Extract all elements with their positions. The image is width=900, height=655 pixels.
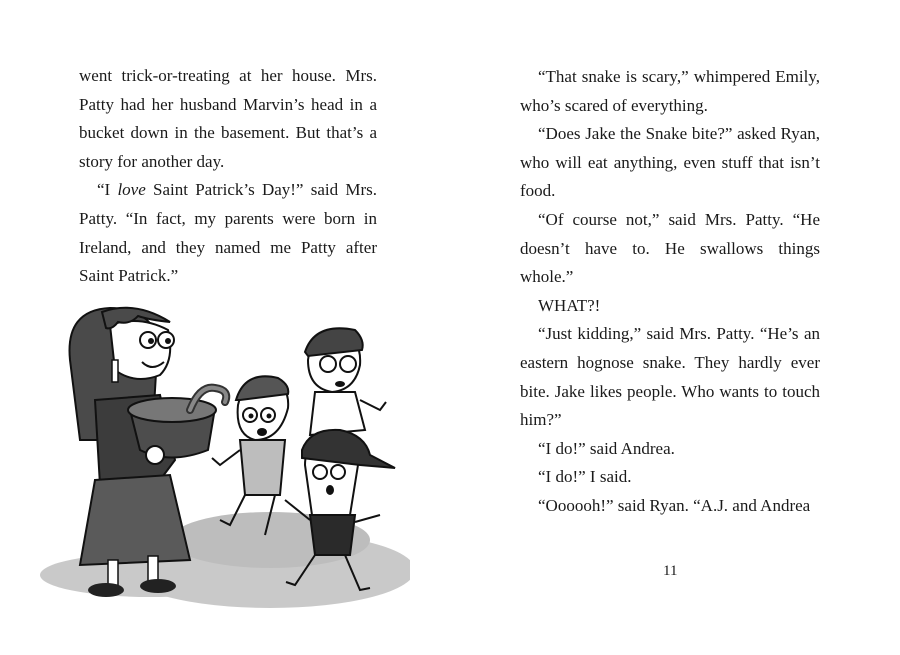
paragraph-right-3: “Of course not,” said Mrs. Patty. “He doesn’t have to. He swallows things whole.” bbox=[520, 209, 820, 287]
text-segment: “I bbox=[97, 180, 118, 200]
text-segment: Saint Patrick’s Day!” said Mrs. Patty. “In fact, my parents were born in Ireland, and they named me Patty after Saint Patrick.” bbox=[79, 180, 377, 286]
italic-emphasis: love bbox=[117, 180, 146, 200]
page-number: 11 bbox=[663, 563, 678, 579]
paragraph-right-5: “Just kidding,” said Mrs. Patty. “He’s an eastern hognose snake. They hardly ever bite. Jake likes people. Who wants to touch him?” bbox=[520, 324, 820, 430]
text-segment: went trick-or-treating at her house. Mrs. Patty had her husband Marvin’s head in a bucket down in the basement. But that’s a story for another day. bbox=[79, 66, 377, 171]
paragraph-right-8: “Oooooh!” said Ryan. “A.J. and Andrea bbox=[538, 495, 811, 515]
paragraph-right-7: “I do!” I said. bbox=[538, 467, 632, 487]
right-page-text bbox=[520, 63, 820, 521]
illustration-mrs-patty-with-snake-and-kids bbox=[40, 290, 410, 630]
kid-ryan-figure bbox=[305, 328, 386, 435]
paragraph-right-2: “Does Jake the Snake bite?” asked Ryan, who will eat anything, even stuff that isn’t food. bbox=[520, 124, 820, 201]
paragraph-left-2 bbox=[79, 176, 377, 290]
left-page-text bbox=[79, 62, 377, 291]
paragraph-left-1 bbox=[79, 62, 377, 176]
paragraph-right-4: WHAT?! bbox=[538, 295, 601, 315]
right-page bbox=[450, 0, 900, 655]
paragraph-right-6: “I do!” said Andrea. bbox=[538, 438, 675, 458]
paragraph-right-1: “That snake is scary,” whimpered Emily, who’s scared of everything. bbox=[520, 67, 820, 115]
